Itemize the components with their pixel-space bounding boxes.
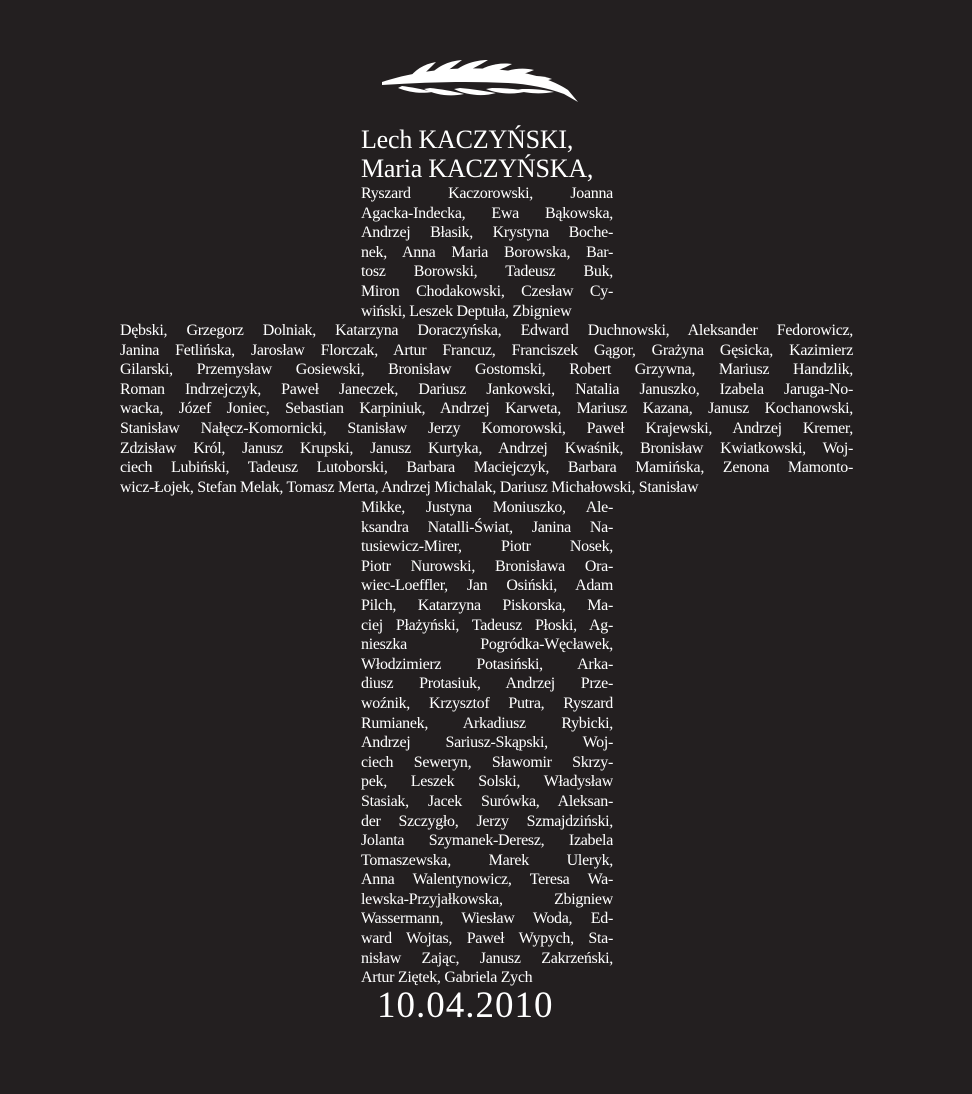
name-line: wiec-Loeffler, Jan Osiński, Adam [361,577,613,595]
memorial-date: 10.04.2010 [377,985,554,1026]
headline-names [361,125,621,183]
name-line: tusiewicz-Mirer, Piotr Nosek, [361,538,613,556]
name-line: nek, Anna Maria Borowska, Bar- [361,243,613,261]
name-line: wacka, Józef Joniec, Sebastian Karpiniuk, Andrzej Karweta, Mariusz Kazana, Janusz Kochanowski, [120,400,853,418]
name-line: Ryszard Kaczorowski, Joanna [361,185,613,202]
name-line: Rumianek, Arkadiusz Rybicki, [361,714,613,732]
name-line: ksandra Natalli-Świat, Janina Na- [361,518,613,536]
name-line: Jolanta Szymanek-Deresz, Izabela [361,832,613,850]
name-line: Wassermann, Wiesław Woda, Ed- [361,910,613,928]
cross-base-names [361,498,613,988]
name-line: Andrzej Sariusz-Skąpski, Woj- [361,734,613,752]
palm-branch-icon [378,58,583,110]
name-line: Tomaszewska, Marek Uleryk, [361,851,613,869]
name-line: ward Wojtas, Paweł Wypych, Sta- [361,930,613,948]
name-line: Stanisław Nałęcz-Komornicki, Stanisław Jerzy Komorowski, Paweł Krajewski, Andrzej Kremer, [120,419,853,437]
name-line: lewska-Przyjałkowska, Zbigniew [361,890,613,908]
name-line: wiński, Leszek Deptuła, Zbigniew [361,302,572,320]
name-line: Agacka-Indecka, Ewa Bąkowska, [361,204,613,222]
name-line: Włodzimierz Potasiński, Arka- [361,655,613,673]
name-line: Artur Ziętek, Gabriela Zych [361,969,533,987]
cross-top-names [361,184,613,321]
name-line: Gilarski, Przemysław Gosiewski, Bronisław Gostomski, Robert Grzywna, Mariusz Handzlik, [120,361,853,379]
name-line: nisław Zając, Janusz Zakrzeński, [361,949,613,967]
name-line: ciej Płażyński, Tadeusz Płoski, Ag- [361,616,613,634]
name-line: Anna Walentynowicz, Teresa Wa- [361,871,613,889]
name-line: nieszka Pogródka-Węcławek, [361,636,613,654]
name-line: Pilch, Katarzyna Piskorska, Ma- [361,596,613,614]
name-line: Andrzej Błasik, Krystyna Boche- [361,224,613,242]
name-line: Mikke, Justyna Moniuszko, Ale- [361,499,613,516]
name-line: Miron Chodakowski, Czesław Cy- [361,282,613,300]
headline-name: Maria KACZYŃSKA, [361,154,594,183]
name-line: pek, Leszek Solski, Władysław [361,773,613,791]
name-line: Piotr Nurowski, Bronisława Ora- [361,557,613,575]
cross-arm-names [120,321,853,497]
name-line: Zdzisław Król, Janusz Krupski, Janusz Kurtyka, Andrzej Kwaśnik, Bronisław Kwiatkowski, Woj- [120,439,853,457]
name-line: Stasiak, Jacek Surówka, Aleksan- [361,792,613,810]
headline-name: Lech KACZYŃSKI, [361,125,574,154]
name-line: ciech Seweryn, Sławomir Skrzy- [361,753,613,771]
name-line: woźnik, Krzysztof Putra, Ryszard [361,694,613,712]
name-line: tosz Borowski, Tadeusz Buk, [361,263,613,281]
name-line: ciech Lubiński, Tadeusz Lutoborski, Barbara Maciejczyk, Barbara Mamińska, Zenona Mamonto- [120,459,853,477]
name-line: Dębski, Grzegorz Dolniak, Katarzyna Doraczyńska, Edward Duchnowski, Aleksander Fedorowicz, [120,322,853,339]
name-line: wicz-Łojek, Stefan Melak, Tomasz Merta, Andrzej Michalak, Dariusz Michałowski, Stanisław [120,478,699,496]
name-line: diusz Protasiuk, Andrzej Prze- [361,675,613,693]
name-line: der Szczygło, Jerzy Szmajdziński, [361,812,613,830]
name-line: Janina Fetlińska, Jarosław Florczak, Artur Francuz, Franciszek Gągor, Grażyna Gęsicka, Kazimierz [120,341,853,359]
name-line: Roman Indrzejczyk, Paweł Janeczek, Dariusz Jankowski, Natalia Januszko, Izabela Jaruga-No- [120,380,853,398]
